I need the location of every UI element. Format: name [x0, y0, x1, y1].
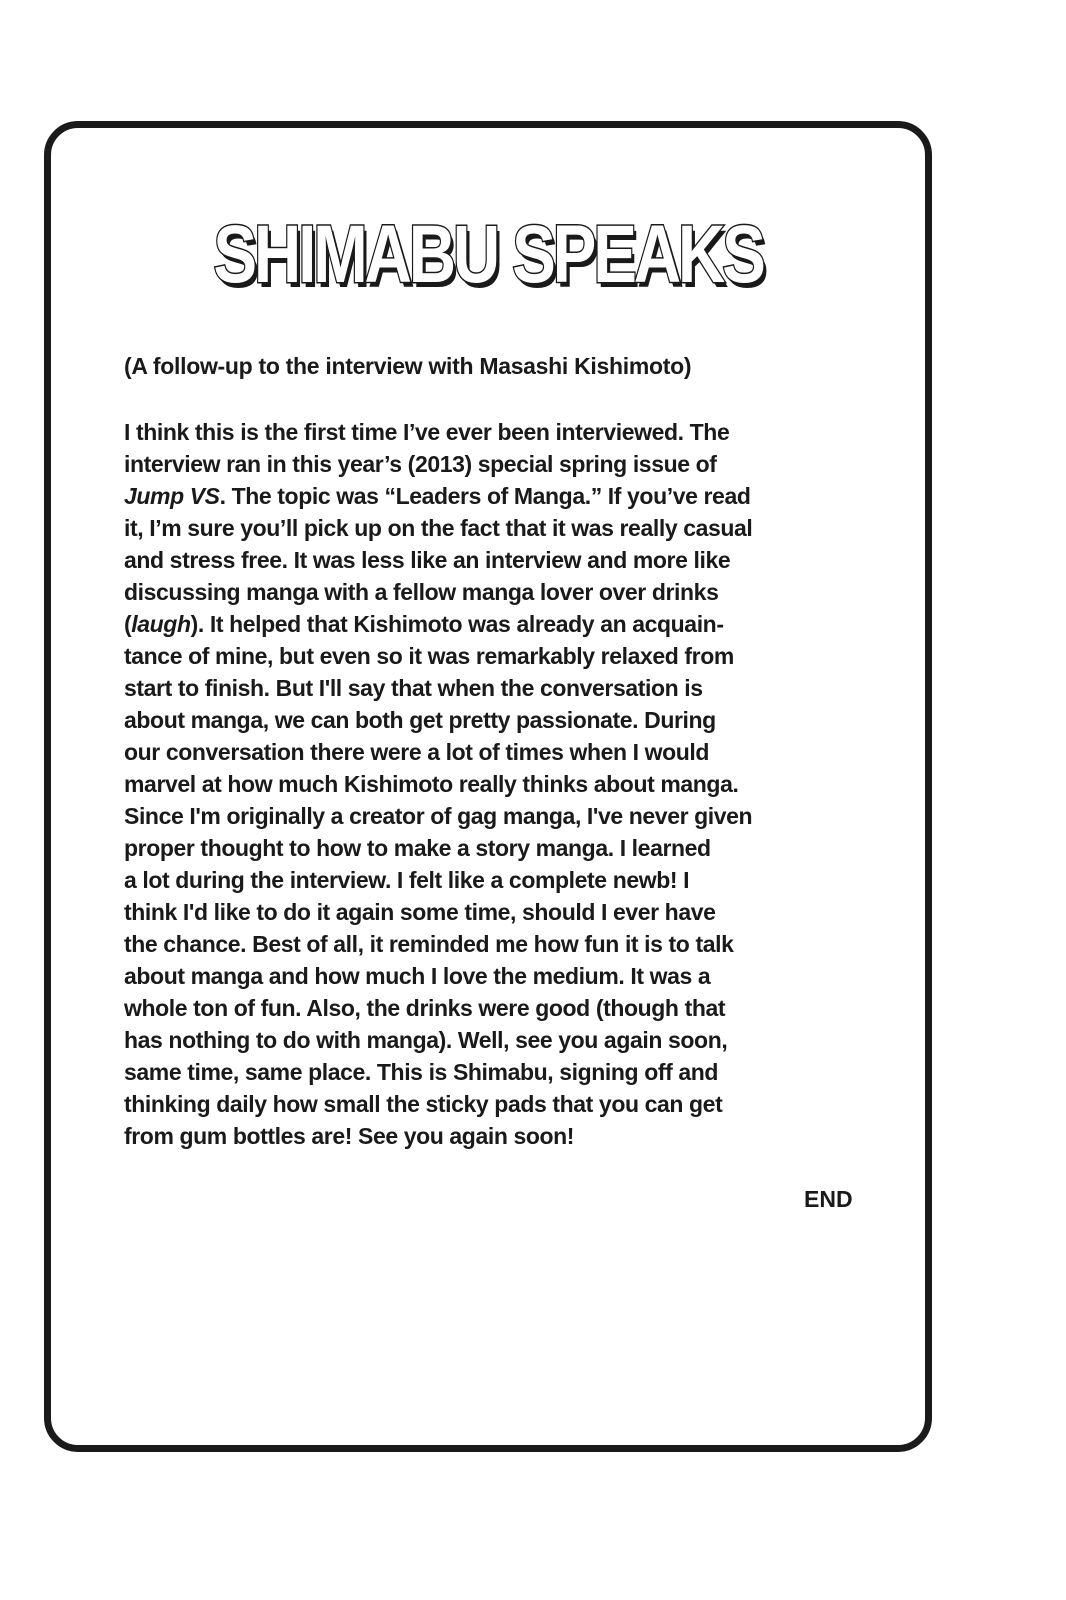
- body-line-rest: . The topic was “Leaders of Manga.” If you’ve read: [219, 483, 751, 509]
- body-line: and stress free. It was less like an interview and more like: [124, 547, 731, 573]
- end-mark: END: [804, 1186, 853, 1212]
- laugh-text: laugh: [131, 611, 191, 637]
- magazine-title: Jump VS: [124, 483, 220, 509]
- body-line: about manga and how much I love the medium. It was a: [124, 963, 711, 989]
- body-line: whole ton of fun. Also, the drinks were good (though that: [124, 995, 726, 1021]
- body-line: proper thought to how to make a story manga. I learned: [124, 835, 711, 861]
- body-line: start to finish. But I'll say that when the conversation is: [124, 675, 703, 701]
- body-line-rest: ). It helped that Kishimoto was already an acquain-: [190, 611, 724, 637]
- body-line: it, I’m sure you’ll pick up on the fact that it was really casual: [124, 515, 753, 541]
- body-line: about manga, we can both get pretty passionate. During: [124, 707, 716, 733]
- body-line: [124, 608, 864, 640]
- paren-open: (: [124, 611, 132, 637]
- body-line: [124, 480, 864, 512]
- body-line: tance of mine, but even so it was remarkably relaxed from: [124, 643, 734, 669]
- body-line: marvel at how much Kishimoto really thinks about manga.: [124, 771, 739, 797]
- body-line: Since I'm originally a creator of gag manga, I've never given: [124, 803, 753, 829]
- body-text: [124, 416, 864, 1152]
- body-line: from gum bottles are! See you again soon!: [124, 1123, 575, 1149]
- body-line: think I'd like to do it again some time, should I ever have: [124, 899, 716, 925]
- page-title: SHIMABU SPEAKS: [213, 209, 763, 300]
- body-line: interview ran in this year’s (2013) special spring issue of: [124, 451, 717, 477]
- body-line: has nothing to do with manga). Well, see you again soon,: [124, 1027, 728, 1053]
- body-line: same time, same place. This is Shimabu, signing off and: [124, 1059, 719, 1085]
- body-line: thinking daily how small the sticky pads that you can get: [124, 1091, 723, 1117]
- subtitle: (A follow-up to the interview with Masashi Kishimoto): [124, 353, 692, 379]
- body-line: I think this is the first time I’ve ever been interviewed. The: [124, 419, 730, 445]
- body-line: the chance. Best of all, it reminded me how fun it is to talk: [124, 931, 734, 957]
- body-line: a lot during the interview. I felt like a complete newb! I: [124, 867, 690, 893]
- body-line: discussing manga with a fellow manga lover over drinks: [124, 579, 719, 605]
- body-line: our conversation there were a lot of times when I would: [124, 739, 710, 765]
